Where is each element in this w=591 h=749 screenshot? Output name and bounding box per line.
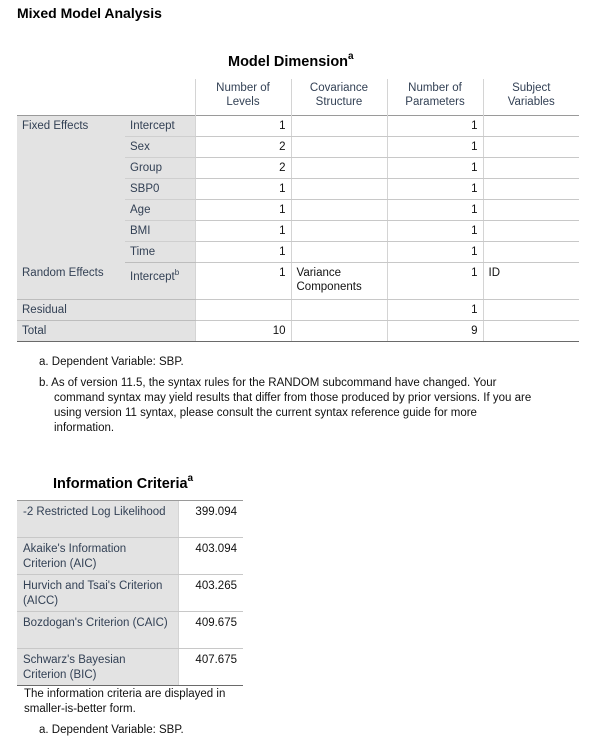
cell-covariance (291, 200, 387, 221)
cell-subject (483, 200, 579, 221)
information-criteria-table (17, 500, 243, 686)
criterion-label: Bozdogan's Criterion (CAIC) (17, 612, 178, 649)
cell-parameters: 1 (387, 221, 483, 242)
criterion-value: 403.094 (178, 538, 243, 575)
cell-levels: 1 (195, 242, 291, 263)
cell-levels: 1 (195, 263, 291, 300)
criterion-label: Schwarz's Bayesian Criterion (BIC) (17, 649, 178, 686)
criterion-value: 403.265 (178, 575, 243, 612)
information-criteria-note: The information criteria are displayed in smaller-is-better form. (24, 688, 226, 715)
cell-levels: 10 (195, 321, 291, 342)
table-row (17, 538, 243, 575)
table-row (17, 501, 243, 538)
row-label: Age (125, 200, 195, 221)
cell-levels: 2 (195, 137, 291, 158)
cell-subject (483, 242, 579, 263)
cell-levels: 1 (195, 221, 291, 242)
criterion-value: 407.675 (178, 649, 243, 686)
model-dimension-footnote-a: a. Dependent Variable: SBP. (39, 356, 184, 368)
table-row (17, 263, 579, 300)
cell-subject (483, 179, 579, 200)
row-label: Intercept (125, 116, 195, 137)
group-label-residual: Residual (17, 300, 195, 321)
criterion-label: Hurvich and Tsai's Criterion (AICC) (17, 575, 178, 612)
model-dimension-table (17, 79, 579, 342)
table-row (17, 649, 243, 686)
cell-covariance (291, 221, 387, 242)
cell-parameters: 9 (387, 321, 483, 342)
cell-covariance (291, 242, 387, 263)
cell-subject (483, 321, 579, 342)
col-header-covariance: Covariance Structure (291, 79, 387, 116)
cell-parameters: 1 (387, 200, 483, 221)
cell-subject: ID (483, 263, 579, 300)
cell-covariance (291, 179, 387, 200)
model-dimension-title (228, 52, 354, 70)
information-criteria-title-sup: a (187, 473, 194, 484)
table-row (17, 300, 579, 321)
model-dimension-title-sup: a (348, 51, 354, 62)
cell-subject (483, 137, 579, 158)
row-label: Group (125, 158, 195, 179)
group-label-random: Random Effects (17, 263, 125, 300)
group-label-fixed: Fixed Effects (17, 116, 125, 263)
information-criteria-footnote-a: a. Dependent Variable: SBP. (39, 724, 184, 736)
col-header-parameters: Number of Parameters (387, 79, 483, 116)
cell-covariance (291, 300, 387, 321)
row-label: Sex (125, 137, 195, 158)
row-label: Time (125, 242, 195, 263)
cell-subject (483, 158, 579, 179)
row-label: SBP0 (125, 179, 195, 200)
cell-covariance (291, 137, 387, 158)
row-label: BMI (125, 221, 195, 242)
cell-levels: 1 (195, 116, 291, 137)
cell-parameters: 1 (387, 242, 483, 263)
row-label: Intercept$^b$ (125, 263, 195, 300)
col-header-subject: Subject Variables (483, 79, 579, 116)
criterion-value: 409.675 (178, 612, 243, 649)
cell-parameters: 1 (387, 116, 483, 137)
cell-subject (483, 300, 579, 321)
footnote-marker: b (174, 268, 180, 277)
table-row (17, 321, 579, 342)
cell-parameters: 1 (387, 137, 483, 158)
criterion-label: Akaike's Information Criterion (AIC) (17, 538, 178, 575)
criterion-label: -2 Restricted Log Likelihood (17, 501, 178, 538)
cell-levels: 1 (195, 179, 291, 200)
cell-subject (483, 221, 579, 242)
cell-parameters: 1 (387, 158, 483, 179)
cell-levels: 1 (195, 200, 291, 221)
cell-covariance (291, 321, 387, 342)
table-row (17, 612, 243, 649)
model-dimension-footnote-b: b. As of version 11.5, the syntax rules for the RANDOM subcommand have changed. Your command syntax may yield results that differ from those produced by prior versions. If you are using version 11 syntax, please consult the current syntax reference guide for more information. (39, 377, 532, 434)
output-heading: Mixed Model Analysis (17, 5, 162, 21)
table-row (17, 575, 243, 612)
table-row (17, 116, 579, 137)
cell-covariance (291, 116, 387, 137)
cell-covariance: Variance Components (291, 263, 387, 300)
cell-subject (483, 116, 579, 137)
group-label-total: Total (17, 321, 195, 342)
model-dimension-title-text: Model Dimension (228, 53, 349, 70)
information-criteria-title-text: Information Criteria (53, 475, 188, 492)
information-criteria-title (53, 474, 193, 492)
cell-parameters: 1 (387, 300, 483, 321)
cell-parameters: 1 (387, 179, 483, 200)
col-header-levels: Number of Levels (195, 79, 291, 116)
cell-levels: 2 (195, 158, 291, 179)
criterion-value: 399.094 (178, 501, 243, 538)
cell-parameters: 1 (387, 263, 483, 300)
cell-covariance (291, 158, 387, 179)
cell-levels (195, 300, 291, 321)
